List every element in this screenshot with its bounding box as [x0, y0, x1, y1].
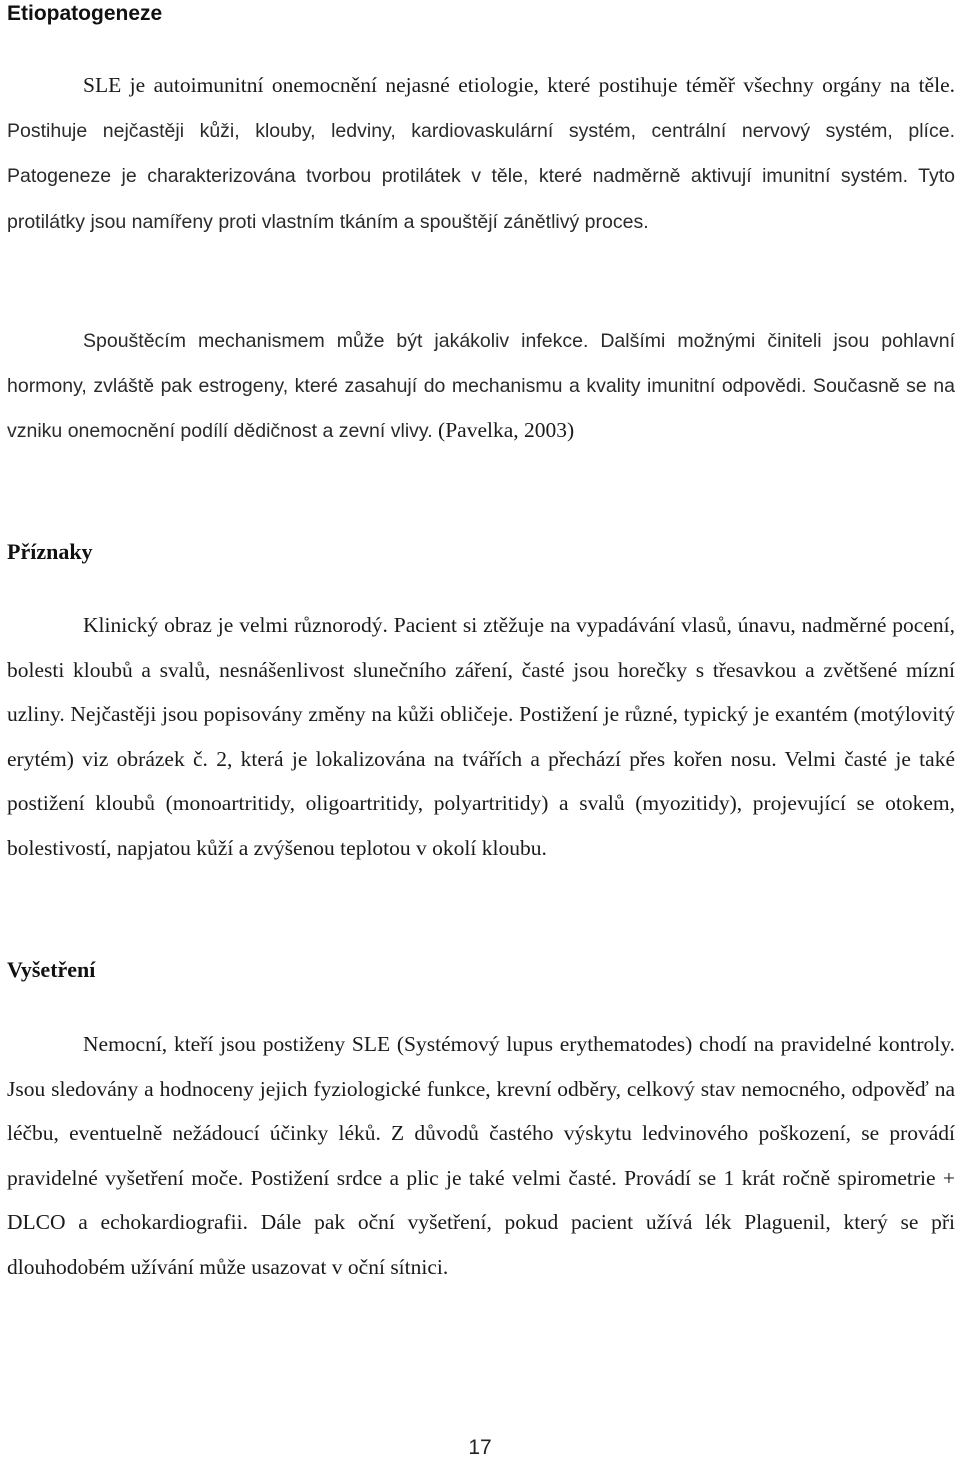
page-number: 17 [468, 1436, 492, 1459]
paragraph-vysetreni-1: Nemocní, kteří jsou postiženy SLE (Systémový lupus erythematodes) chodí na pravidelné kontroly. Jsou sledovány a hodnoceny jejich fyziologické funkce, krevní odběry, celkový stav nemocného, odpověď na léčbu, eventuelně nežádoucí účinky léků. Z důvodů častého výskytu ledvinového poškození, se provádí pravidelné vyšetření moče. Postižení srdce a plic je také velmi časté. Provádí se 1 krát ročně spirometrie + DLCO a echokardiografii. Dále pak oční vyšetření, pokud pacient užívá lék Plaguenil, který se při dlouhodobém užívání může usazovat v oční sítnici. [7, 1032, 955, 1279]
paragraph-etiopatogeneze-2 [7, 319, 955, 454]
paragraph-etiopatogeneze-1 [7, 63, 955, 244]
section-heading-vysetreni: Vyšetření [7, 957, 96, 982]
paragraph-text-sans: Postihuje nejčastěji kůži, klouby, ledviny, kardiovaskulární systém, centrální nervový systém, plíce. Patogeneze je charakterizována tvorbou protilátek v těle, které nadměrně aktivují imunitní systém. Tyto protilátky jsou namířeny proti vlastním tkáním a spouštějí zánětlivý proces. [7, 119, 955, 233]
paragraph-text-sans: Spouštěcím mechanismem může být jakákoliv infekce. Dalšími možnými činiteli jsou pohlavní hormony, zvláště pak estrogeny, které zasahují do mechanismu a kvality imunitní odpovědi. Současně se na vzniku onemocnění podílí dědičnost a zevní vlivy. [7, 330, 955, 442]
section-heading-priznaky: Příznaky [7, 539, 93, 564]
paragraph-text-serif: SLE je autoimunitní onemocnění nejasné etiologie, které postihuje téměř všechny orgány na těle. [83, 73, 955, 97]
citation-text: (Pavelka, 2003) [438, 418, 575, 442]
section-heading-etiopatogeneze: Etiopatogeneze [7, 2, 163, 25]
paragraph-priznaky-1: Klinický obraz je velmi různorodý. Pacient si ztěžuje na vypadávání vlasů, únavu, nadměrné pocení, bolesti kloubů a svalů, nesnášenlivost slunečního záření, časté jsou horečky s třesavkou a zvětšené mízní uzliny. Nejčastěji jsou popisovány změny na kůži obličeje. Postižení je různé, typický je exantém (motýlovitý erytém) viz obrázek č. 2, která je lokalizována na tvářích a přechází přes kořen nosu. Velmi časté je také postižení kloubů (monoartritidy, oligoartritidy, polyartritidy) a svalů (myozitidy), projevující se otokem, bolestivostí, napjatou kůží a zvýšenou teplotou v okolí kloubu. [7, 613, 955, 860]
